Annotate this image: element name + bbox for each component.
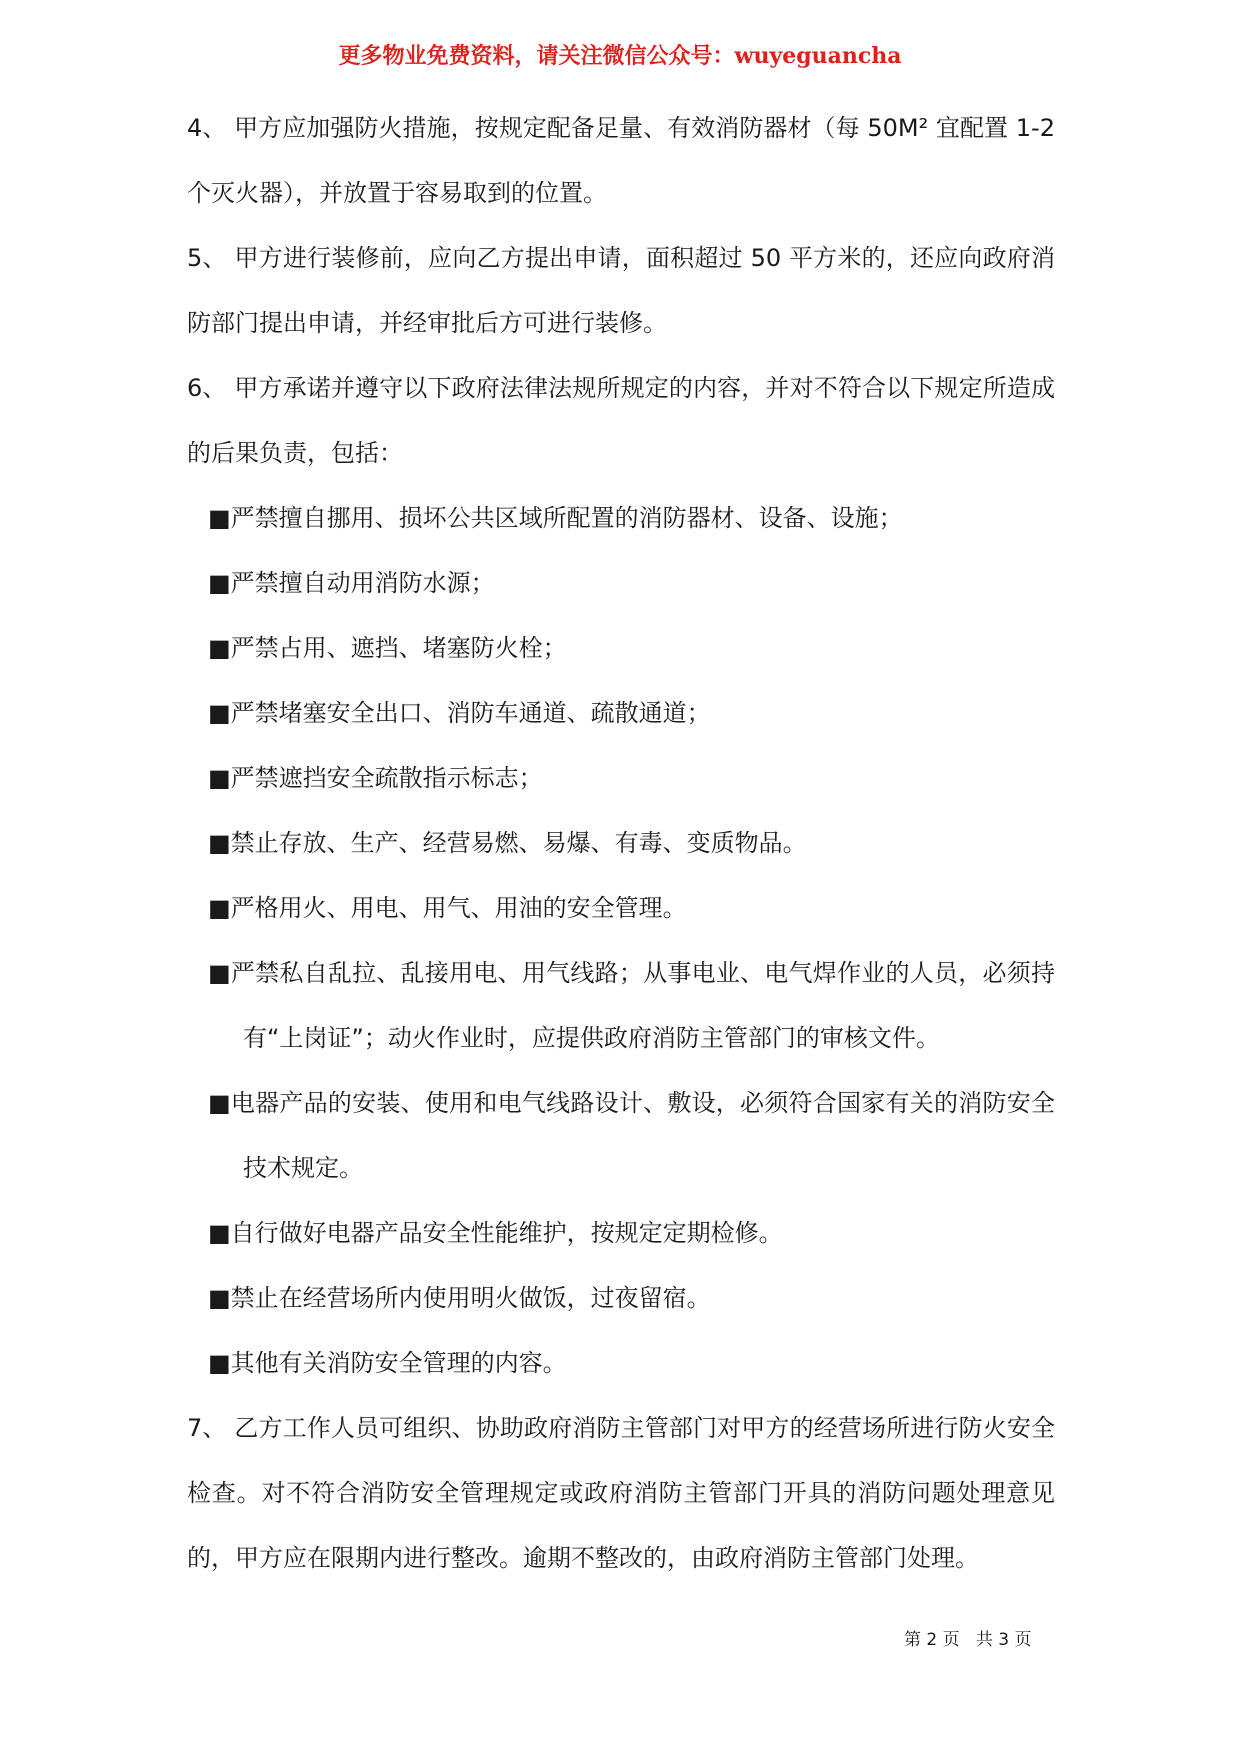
clause-6: 6、 甲方承诺并遵守以下政府法律法规所规定的内容，并对不符合以下规定所造成的后果负责，包括： [187,374,1055,467]
list-item: ■严禁擅自动用消防水源； [208,569,495,597]
list-item: ■严禁擅自挪用、损坏公共区域所配置的消防器材、设备、设施； [208,504,903,532]
document-body [187,96,1055,1591]
page-number: 第 2 页 共 3 页 [904,1630,1032,1650]
list-item: ■自行做好电器产品安全性能维护，按规定定期检修。 [208,1219,783,1247]
list-item: ■严格用火、用电、用气、用油的安全管理。 [208,894,687,922]
list-item: ■电器产品的安装、使用和电气线路设计、敷设，必须符合国家有关的消防安全技术规定。 [208,1089,1055,1182]
list-item: ■严禁私自乱拉、乱接用电、用气线路；从事电业、电气焊作业的人员，必须持有“上岗证”；动火作业时，应提供政府消防主管部门的审核文件。 [208,959,1055,1052]
clause-5: 5、 甲方进行装修前，应向乙方提出申请，面积超过 50 平方米的，还应向政府消防部门提出申请，并经审批后方可进行装修。 [187,244,1055,337]
promo-header: 更多物业免费资料，请关注微信公众号：wuyeguancha [338,43,902,69]
prohibition-list [187,486,1055,1396]
list-item: ■严禁占用、遮挡、堵塞防火栓； [208,634,567,662]
clause-4: 4、 甲方应加强防火措施，按规定配备足量、有效消防器材（每 50M² 宜配置 1-2 个灭火器），并放置于容易取到的位置。 [187,114,1055,207]
list-item: ■禁止存放、生产、经营易燃、易爆、有毒、变质物品。 [208,829,807,857]
list-item: ■严禁堵塞安全出口、消防车通道、疏散通道； [208,699,711,727]
list-item: ■禁止在经营场所内使用明火做饭，过夜留宿。 [208,1284,711,1312]
list-item: ■严禁遮挡安全疏散指示标志； [208,764,543,792]
list-item: ■其他有关消防安全管理的内容。 [208,1349,567,1377]
clause-7: 7、 乙方工作人员可组织、协助政府消防主管部门对甲方的经营场所进行防火安全检查。对不符合消防安全管理规定或政府消防主管部门开具的消防问题处理意见的，甲方应在限期内进行整改。逾期不整改的，由政府消防主管部门处理。 [187,1414,1055,1572]
